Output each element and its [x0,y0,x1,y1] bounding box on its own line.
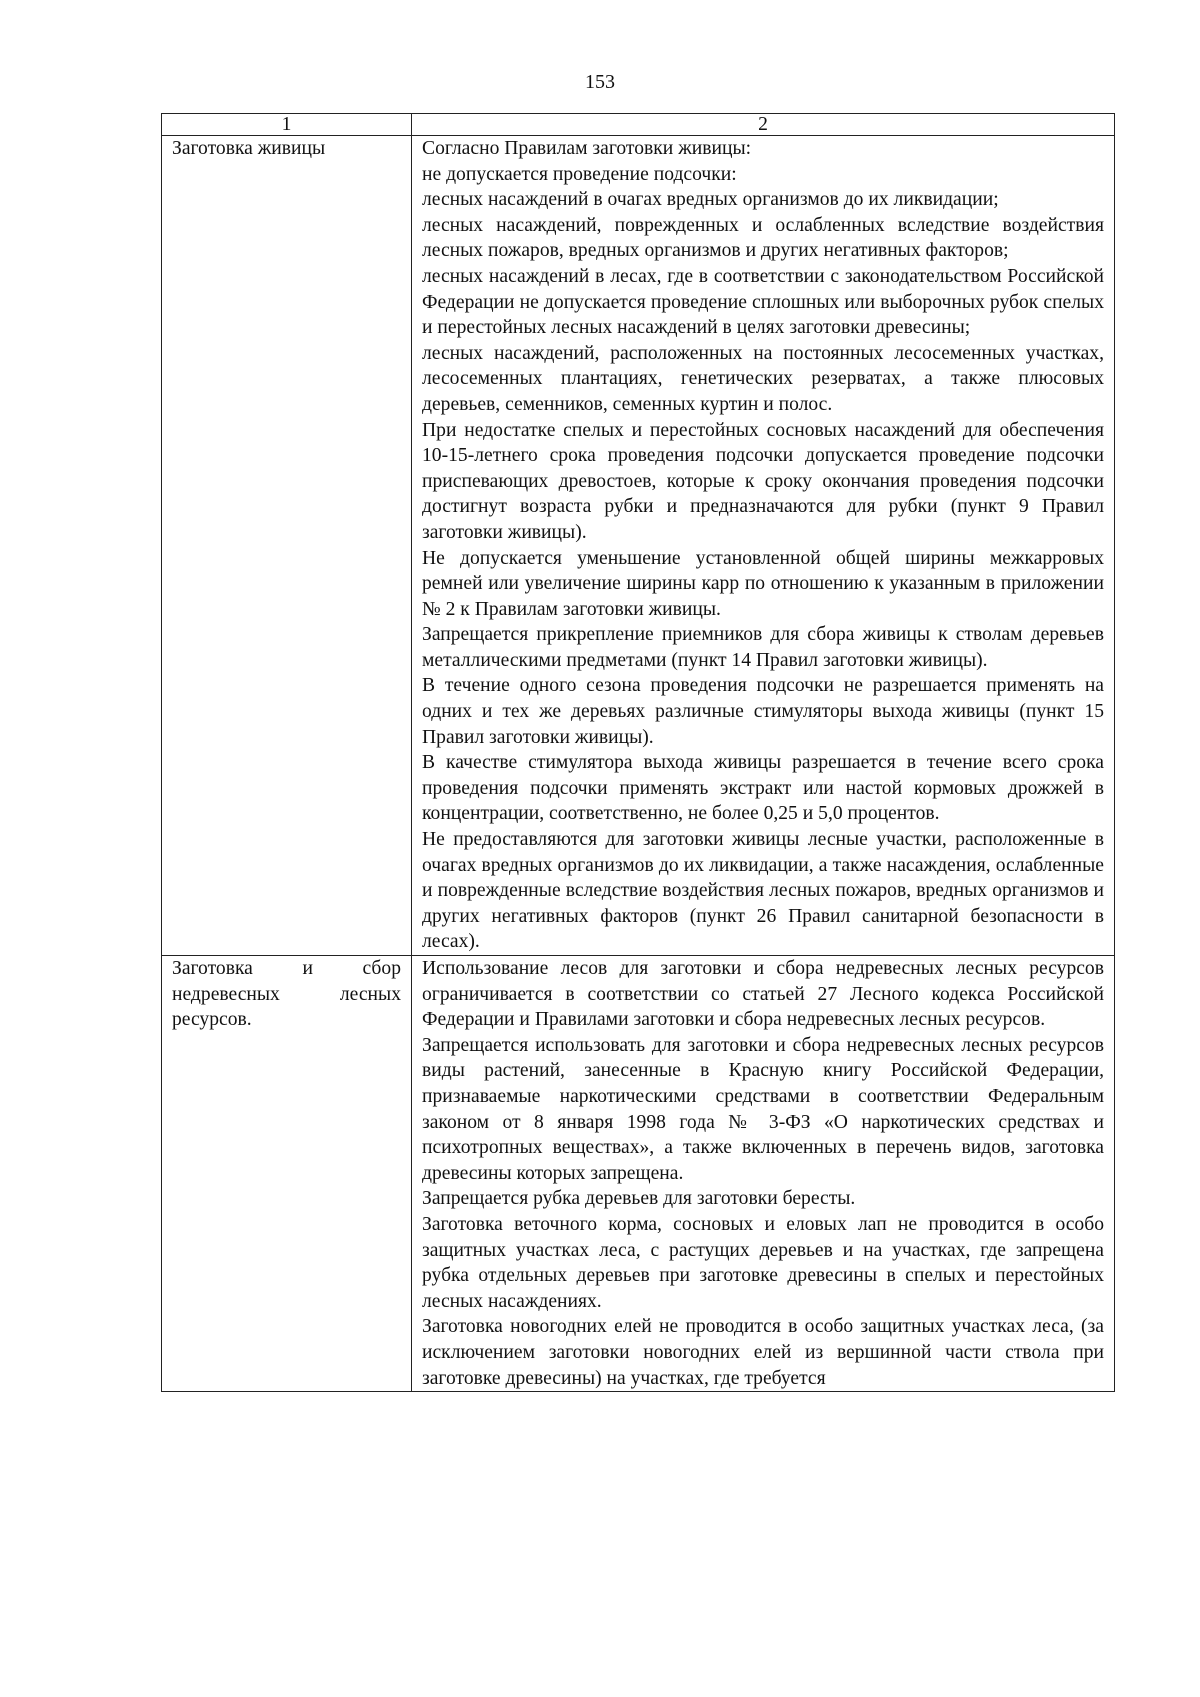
row-content [412,136,1115,956]
paragraph: лесных насаждений, расположенных на постоянных лесосеменных участках, лесосеменных плантациях, генетических резерватах, а также плюсовых деревьев, семенников, семенных куртин и полос. [422,342,1104,415]
row-label: Заготовка живицы [162,136,412,956]
paragraph: не допускается проведение подсочки: [422,163,737,185]
row-content [412,956,1115,1392]
regulations-table [161,113,1115,1392]
paragraph: Запрещается прикрепление приемников для сбора живицы к стволам деревьев металлическими предметами (пункт 14 Правил заготовки живицы). [422,624,1104,671]
paragraph: Не допускается уменьшение установленной общей ширины межкарровых ремней или увеличение ширины карр по отношению к указанным в приложении № 2 к Правилам заготовки живицы. [422,547,1104,620]
paragraph: Использование лесов для заготовки и сбора недревесных лесных ресурсов ограничивается в соответствии со статьей 27 Лесного кодекса Российской Федерации и Правилами заготовки и сбора недревесных лесных ресурсов. [422,958,1104,1031]
table-row [162,956,1115,1392]
paragraph: В течение одного сезона проведения подсочки не разрешается применять на одних и тех же деревьях различные стимуляторы выхода живицы (пункт 15 Правил заготовки живицы). [422,675,1104,748]
paragraph: лесных насаждений в очагах вредных организмов до их ликвидации; [422,189,999,211]
page-number: 153 [585,71,615,93]
paragraph: Заготовка новогодних елей не проводится в особо защитных участках леса, (за исключением заготовки новогодних елей из вершинной части ствола при заготовке древесины) на участках, где требуется [422,1316,1104,1389]
paragraph: Заготовка веточного корма, сосновых и еловых лап не проводится в особо защитных участках леса, с растущих деревьев и на участках, где запрещена рубка отдельных деревьев при заготовке древесины в спелых и перестойных лесных насаждениях. [422,1213,1104,1312]
column-header-2: 2 [412,114,1115,136]
paragraph: Запрещается использовать для заготовки и сбора недревесных лесных ресурсов виды растений, занесенные в Красную книгу Российской Федерации, признаваемые наркотическими средствами в соответствии Федеральным законом от 8 января 1998 года № 3-ФЗ «О наркотических средствах и психотропных веществах», а также включенных в перечень видов, заготовка древесины которых запрещена. [422,1034,1104,1184]
paragraph: лесных насаждений в лесах, где в соответствии с законодательством Российской Федерации не допускается проведение сплошных или выборочных рубок спелых и перестойных лесных насаждений в целях заготовки древесины; [422,265,1104,339]
paragraph: лесных насаждений, поврежденных и ослабленных вследствие воздействия лесных пожаров, вредных организмов и других негативных факторов; [422,214,1104,262]
table-row [162,136,1115,956]
row-label: Заготовка и сбор недревесных лесных ресурсов. [162,956,412,1392]
paragraph: При недостатке спелых и перестойных сосновых насаждений для обеспечения 10-15-летнего срока проведения подсочки допускается проведение подсочки приспевающих древостоев, которые к сроку окончания проведения подсочки достигнут возраста рубки и предназначаются для рубки (пункт 9 Правил заготовки живицы). [422,419,1104,543]
table-header-row [162,114,1115,136]
paragraph: Согласно Правилам заготовки живицы: [422,138,752,159]
paragraph: В качестве стимулятора выхода живицы разрешается в течение всего срока проведения подсочки применять экстракт или настой кормовых дрожжей в концентрации, соответственно, не более 0,25 и 5,0 процентов. [422,752,1104,825]
paragraph: Запрещается рубка деревьев для заготовки бересты. [422,1188,856,1210]
column-header-1: 1 [162,114,412,136]
paragraph: Не предоставляются для заготовки живицы лесные участки, расположенные в очагах вредных организмов до их ликвидации, а также насаждения, ослабленные и поврежденные вследствие воздействия лесных пожаров, вредных организмов и других негативных факторов (пункт 26 Правил санитарной безопасности в лесах). [422,829,1104,953]
